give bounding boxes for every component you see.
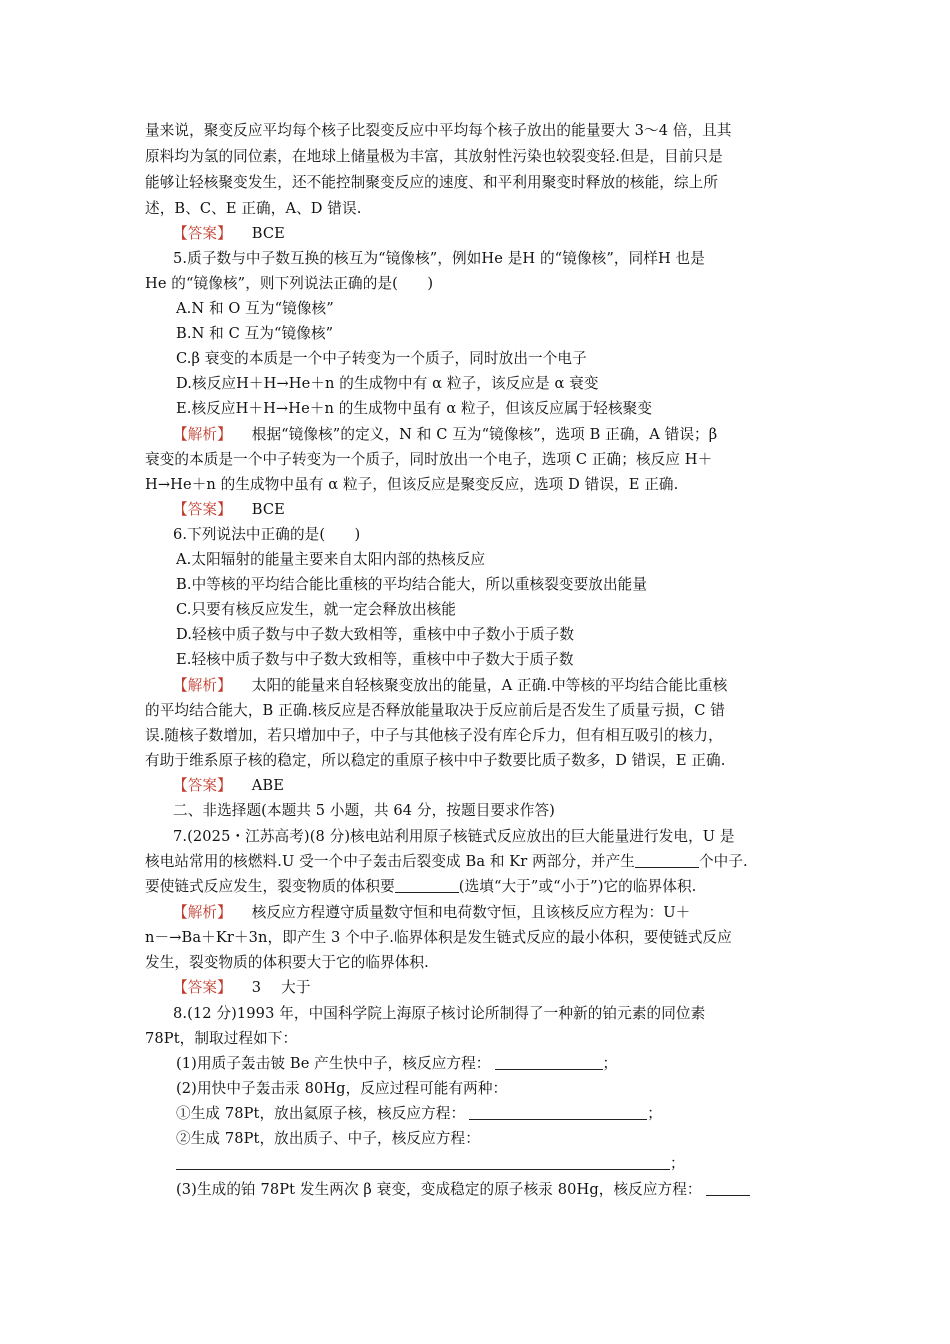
q8-part-3 [176, 1180, 750, 1200]
q7-line-2 [145, 852, 748, 872]
q6-option-a: A.太阳辐射的能量主要来自太阳内部的热核反应 [176, 551, 486, 568]
q8-blank-2[interactable] [469, 1105, 647, 1120]
q6-answer-value: ABE [251, 777, 284, 794]
q7-line-2-text-a: 核电站常用的核燃料.U 受一个中子轰击后裂变成 Ba 和 Kr 两部分，并产生 [145, 853, 635, 870]
semicolon: ； [602, 1055, 618, 1072]
section-2-heading: 二、非选择题(本题共 5 小题，共 64 分，按题目要求作答) [173, 802, 555, 819]
q4-answer-value: BCE [251, 225, 285, 242]
q7-line-3 [145, 877, 696, 897]
analysis-tag: 【解析】 [173, 677, 232, 694]
q7-line-2-text-b: 个中子. [698, 853, 748, 870]
answer-tag: 【答案】 [173, 979, 232, 996]
q7-analysis-line-3: 发生，裂变物质的体积要大于它的临界体积. [145, 954, 429, 971]
q6-analysis-line-3: 误.随核子数增加，若只增加中子，中子与其他核子没有库仑斥力，但有相互吸引的核力， [145, 727, 723, 744]
q8-part-2b-answer-line [176, 1154, 685, 1174]
q6-option-c: C.只要有核反应发生，就一定会释放出核能 [176, 601, 456, 618]
semicolon: ； [647, 1105, 662, 1122]
q5-answer-value: BCE [251, 501, 285, 518]
analysis-tag: 【解析】 [173, 904, 232, 921]
semicolon: ； [670, 1155, 685, 1172]
q8-line-1: 8.(12 分)1993 年，中国科学院上海原子核讨论所制得了一种新的铂元素的同位素 [173, 1005, 706, 1022]
q5-analysis-line-3: H→He＋n 的生成物中虽有 α 粒子，但该反应是聚变反应，选项 D 错误，E 正确. [145, 476, 679, 493]
q6-analysis-line-2: 的平均结合能大，B 正确.核反应是否释放能量取决于反应前后是否发生了质量亏损，C 错 [145, 702, 725, 719]
intro-line-4: 述，B、C、E 正确，A、D 错误. [145, 200, 362, 217]
q7-analysis-line-2: n－→Ba＋Kr＋3n，即产生 3 个中子.临界体积是发生链式反应的最小体积，要使链式反应 [145, 929, 732, 946]
q5-stem-line-2: He 的“镜像核”，则下列说法正确的是( ) [145, 275, 434, 292]
q7-line-3-text-a: 要使链式反应发生，裂变物质的体积要 [145, 878, 395, 895]
q6-option-e: E.轻核中质子数与中子数大致相等，重核中中子数大于质子数 [176, 651, 574, 668]
q6-option-d: D.轻核中质子数与中子数大致相等，重核中中子数小于质子数 [176, 626, 575, 643]
q8-line-2: 78Pt，制取过程如下： [145, 1030, 298, 1047]
q8-part-1 [176, 1054, 617, 1074]
answer-tag: 【答案】 [173, 501, 232, 518]
q8-part-2: (2)用快中子轰击汞 80Hg，反应过程可能有两种： [176, 1080, 508, 1097]
q5-option-c: C.β 衰变的本质是一个中子转变为一个质子，同时放出一个电子 [176, 350, 587, 367]
q8-blank-3[interactable] [176, 1155, 670, 1170]
q5-answer-line [173, 500, 285, 520]
q8-part-3-text: (3)生成的铂 78Pt 发生两次 β 衰变，变成稳定的原子核汞 80Hg，核反应方程： [176, 1181, 702, 1198]
q7-answer-b: 大于 [281, 979, 311, 996]
q7-answer-a: 3 [251, 979, 262, 996]
q7-analysis-text-1: 核反应方程遵守质量数守恒和电荷数守恒，且该核反应方程为：U＋ [251, 904, 691, 921]
q6-analysis-line-1 [173, 676, 727, 696]
q6-answer-line [173, 776, 284, 796]
answer-tag: 【答案】 [173, 777, 232, 794]
intro-line-2: 原料均为氢的同位素，在地球上储量极为丰富，其放射性污染也较裂变轻.但是，目前只是 [145, 148, 723, 165]
q6-analysis-text-1: 太阳的能量来自轻核聚变放出的能量，A 正确.中等核的平均结合能比重核 [251, 677, 728, 694]
q6-option-b: B.中等核的平均结合能比重核的平均结合能大，所以重核裂变要放出能量 [176, 576, 648, 593]
q7-line-1: 7.(2025・江苏高考)(8 分)核电站利用原子核链式反应放出的巨大能量进行发电，U 是 [173, 828, 735, 845]
answer-tag: 【答案】 [173, 225, 232, 242]
intro-line-3: 能够让轻核聚变发生，还不能控制聚变反应的速度、和平利用聚变时释放的核能，综上所 [145, 174, 719, 191]
q5-analysis-line-2: 衰变的本质是一个中子转变为一个质子，同时放出一个电子，选项 C 正确；核反应 H＋ [145, 451, 713, 468]
q7-blank-1[interactable] [635, 853, 699, 868]
q8-part-1-text: (1)用质子轰击铍 Be 产生快中子，核反应方程： [176, 1055, 491, 1072]
q5-option-e: E.核反应H＋H→He＋n 的生成物中虽有 α 粒子，但该反应属于轻核聚变 [176, 400, 653, 417]
q7-analysis-line-1 [173, 903, 690, 923]
q7-line-3-text-b: (选填“大于”或“小于”)它的临界体积. [458, 878, 697, 895]
q5-stem-line-1: 5.质子数与中子数互换的核互为“镜像核”，例如He 是H 的“镜像核”，同样H 也是 [173, 250, 705, 267]
q7-answer-line [173, 978, 311, 998]
q5-option-d: D.核反应H＋H→He＋n 的生成物中有 α 粒子，该反应是 α 衰变 [176, 375, 599, 392]
analysis-tag: 【解析】 [173, 426, 232, 443]
q7-blank-2[interactable] [395, 878, 459, 893]
q8-part-2a-text: ①生成 78Pt，放出氦原子核，核反应方程： [176, 1105, 466, 1122]
q6-stem: 6.下列说法中正确的是( ) [173, 526, 361, 543]
intro-line-1: 量来说，聚变反应平均每个核子比裂变反应中平均每个核子放出的能量要大 3～4 倍，且其 [145, 122, 732, 139]
q5-analysis-line-1 [173, 425, 717, 445]
q8-blank-1[interactable] [495, 1055, 603, 1070]
q4-answer-line [173, 224, 285, 244]
q5-option-b: B.N 和 C 互为“镜像核” [176, 325, 334, 342]
q6-analysis-line-4: 有助于维系原子核的稳定，所以稳定的重原子核中中子数要比质子数多，D 错误，E 正确. [145, 752, 726, 769]
q8-part-2b: ②生成 78Pt，放出质子、中子，核反应方程： [176, 1130, 480, 1147]
q8-part-2a [176, 1104, 662, 1124]
q8-blank-4[interactable] [706, 1181, 750, 1196]
q5-analysis-text-1: 根据“镜像核”的定义，N 和 C 互为“镜像核”，选项 B 正确，A 错误；β [251, 426, 718, 443]
q5-option-a: A.N 和 O 互为“镜像核” [176, 300, 334, 317]
